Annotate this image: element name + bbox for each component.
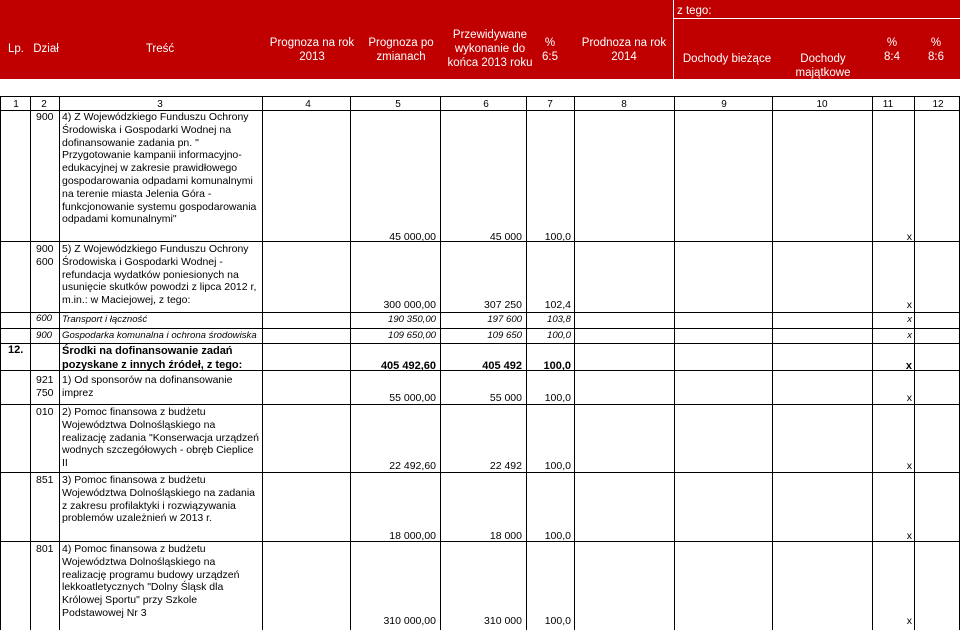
row-description: Gospodarka komunalna i ochrona środowiska	[62, 330, 257, 341]
row-dzial: 900 600	[36, 243, 54, 268]
row-description: Transport i łączność	[62, 314, 148, 325]
row-value-przewidywane: 22 492	[489, 460, 522, 472]
row-description: 2) Pomoc finansowa z budżetu Województwa Dolnośląskiego na realizację zadania "Konserwacja urządzeń wodnych szczegółowych - obręb Cieplice II	[62, 406, 259, 470]
row-value-pct: 100,0	[543, 360, 571, 372]
row-value-prognoza: 109 650,00	[387, 330, 436, 341]
col-num-8: 8	[621, 99, 627, 110]
row-value-przewidywane: 310 000	[484, 615, 522, 627]
header-dzial: Dział	[33, 43, 59, 55]
col-num-4: 4	[305, 99, 311, 110]
header-prognoza-2013: Prognoza na rok 2013	[269, 37, 355, 63]
row-value-przewidywane: 45 000	[489, 231, 522, 243]
col-num-9: 9	[721, 99, 727, 110]
row-value-prognoza: 22 492,60	[389, 460, 436, 472]
row-dzial: 010	[36, 406, 54, 418]
row-value-pct: 100,0	[544, 460, 571, 472]
row-value-x: x	[905, 360, 912, 372]
header-pct-8-6: % 8:6	[928, 37, 944, 63]
col-num-12: 12	[932, 99, 944, 110]
col-num-6: 6	[483, 99, 489, 110]
row-dzial: 921 750	[36, 374, 54, 399]
header-dochody-biezace: Dochody bieżące	[682, 53, 772, 65]
row-description: 5) Z Wojewódzkiego Funduszu Ochrony Środowiska i Gospodarki Wodnej - refundacja wydatków poniesionych na usunięcie skutków powodzi z lipca 2012 r, m.in.: w Maciejowej, z tego:	[62, 243, 257, 307]
row-value-prognoza: 45 000,00	[389, 231, 436, 243]
row-value-prognoza: 190 350,00	[387, 314, 436, 325]
row-value-x: x	[906, 460, 912, 472]
header-tresc: Treść	[145, 43, 175, 55]
col-num-10: 10	[816, 99, 828, 110]
row-description: 4) Pomoc finansowa z budżetu Województwa Dolnośląskiego na realizację programu budowy urządzeń lekkoatletycznych "Dolny Śląsk dla Królowej Sportu" przy Szkole Podstawowej Nr 3	[62, 543, 240, 619]
row-dzial: 600	[36, 313, 53, 324]
row-description: Środki na dofinansowanie zadań pozyskane z innych źródeł, z tego:	[62, 345, 243, 371]
col-num-3: 3	[157, 99, 163, 110]
row-value-pct: 100,0	[546, 330, 571, 341]
header-prognoza-2014: Prodnoza na rok 2014	[581, 37, 667, 63]
col-num-1: 1	[13, 99, 19, 110]
row-dzial: 900	[36, 330, 53, 341]
col-num-5: 5	[395, 99, 401, 110]
row-value-przewidywane: 405 492	[482, 360, 522, 372]
header-pct-8-4: % 8:4	[884, 37, 900, 63]
col-num-2: 2	[41, 99, 47, 110]
row-dzial: 900	[36, 111, 54, 123]
row-value-przewidywane: 307 250	[484, 299, 522, 311]
header-prognoza-po-zmianach: Prognoza po zmianach	[368, 37, 434, 63]
row-value-x: x	[906, 530, 912, 542]
row-value-x: x	[906, 299, 912, 311]
table-header	[0, 0, 960, 79]
row-value-x: x	[906, 231, 912, 243]
row-value-prognoza: 310 000,00	[383, 615, 436, 627]
row-lp: 12.	[8, 344, 24, 356]
row-value-x: x	[906, 392, 912, 404]
row-value-prognoza: 300 000,00	[383, 299, 436, 311]
header-dochody-majatkowe: Dochody majątkowe	[795, 53, 851, 79]
row-value-pct: 100,0	[544, 392, 571, 404]
row-value-przewidywane: 55 000	[489, 392, 522, 404]
row-value-pct: 100,0	[544, 530, 571, 542]
row-description: 4) Z Wojewódzkiego Funduszu Ochrony Środowiska i Gospodarki Wodnej na dofinansowanie zadania pn. " Przygotowanie kampanii informacyjno- edukacyjnej w zakresie prawidłowego gospodarowania odpadami komunalnymi na terenie miasta Jelenia Góra - funkcjonowanie systemu gospodarowania odpadami komunalnymi"	[62, 111, 257, 226]
row-value-pct: 100,0	[544, 231, 571, 243]
row-value-pct: 100,0	[544, 615, 571, 627]
row-value-x: x	[907, 330, 912, 341]
row-value-pct: 102,4	[544, 299, 571, 311]
row-value-prognoza: 55 000,00	[389, 392, 436, 404]
row-value-przewidywane: 197 600	[487, 314, 522, 325]
row-value-pct: 103,8	[546, 314, 571, 325]
row-value-przewidywane: 109 650	[487, 330, 522, 341]
col-num-7: 7	[547, 99, 553, 110]
row-dzial: 801	[36, 543, 54, 555]
row-value-x: x	[907, 314, 912, 325]
header-z-tego: z tego:	[677, 5, 712, 17]
row-description: 1) Od sponsorów na dofinansowanie imprez	[62, 374, 233, 399]
header-pct-6-5: % 6:5	[542, 37, 558, 63]
row-description: 3) Pomoc finansowa z budżetu Województwa Dolnośląskiego na zadania z zakresu profilaktyki i rozwiązywania problemów uzależnień w 2013 r.	[62, 474, 256, 525]
row-value-prognoza: 18 000,00	[389, 530, 436, 542]
row-dzial: 851	[36, 474, 54, 486]
header-przewidywane-wykonanie: Przewidywane wykonanie do końca 2013 roku	[447, 29, 533, 69]
row-value-prognoza: 405 492,60	[380, 360, 436, 372]
col-num-11: 11	[882, 99, 894, 110]
header-lp: Lp.	[8, 43, 24, 55]
row-value-przewidywane: 18 000	[489, 530, 522, 542]
row-value-x: x	[906, 615, 912, 627]
